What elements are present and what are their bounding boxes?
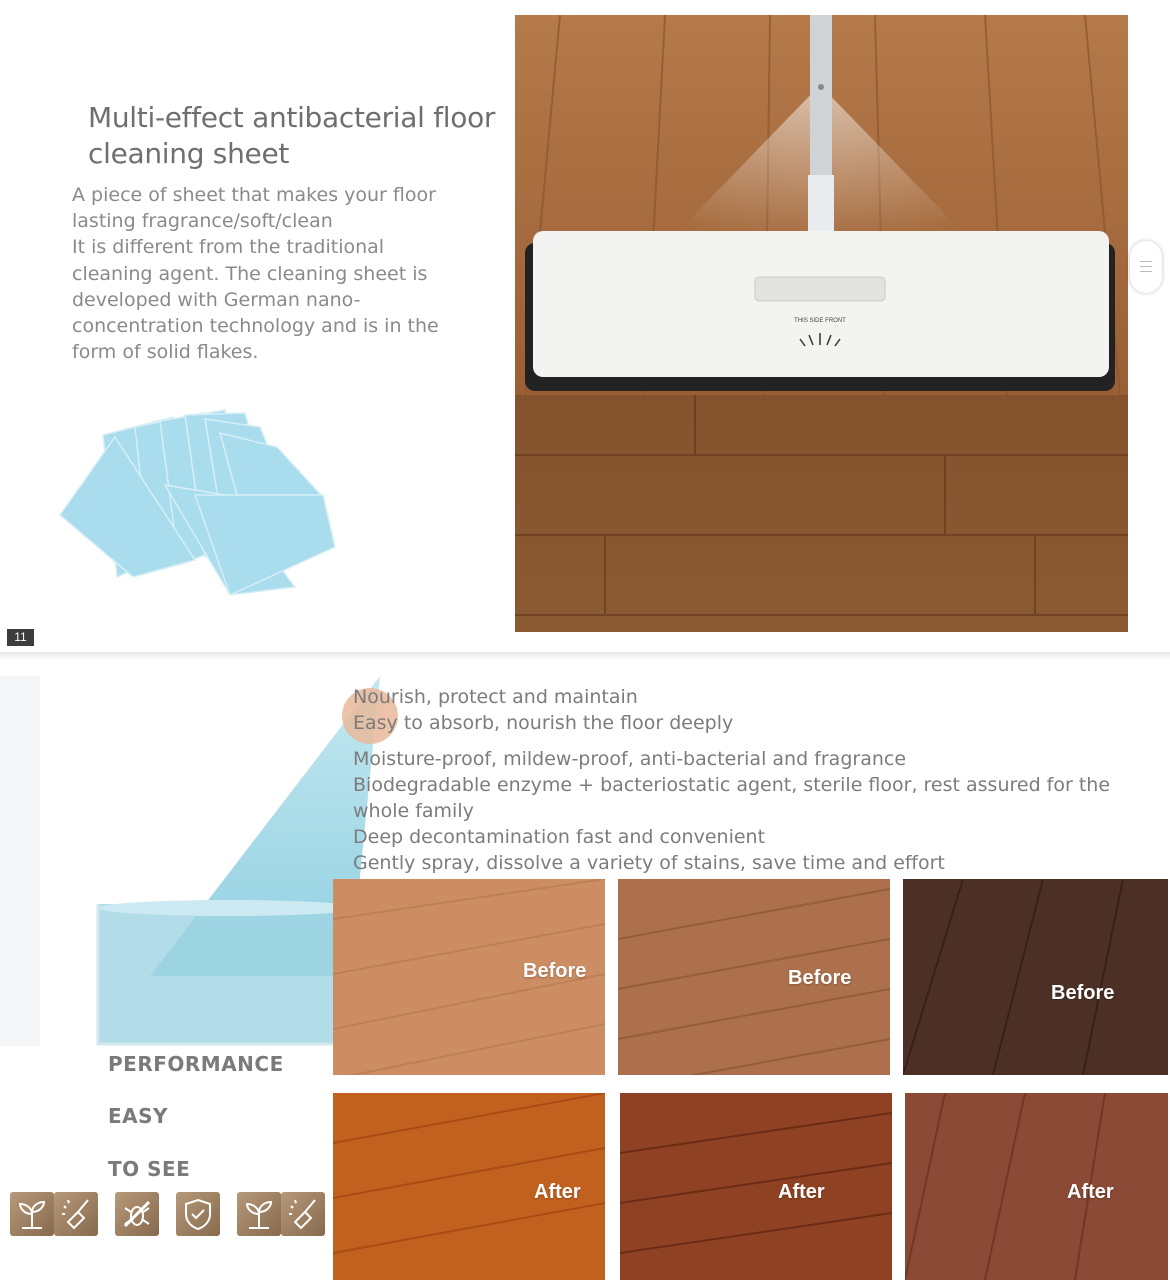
benefit-item: Gently spray, dissolve a variety of stains, save time and effort <box>353 852 945 874</box>
benefit-item: Deep decontamination fast and convenient <box>353 826 766 848</box>
benefit-item: Moisture-proof, mildew-proof, anti-bacterial and fragrance <box>353 748 907 770</box>
intro-line: A piece of sheet that makes your floor <box>72 184 436 206</box>
side-scroll-handle[interactable] <box>1130 241 1162 293</box>
before-label: Before <box>1051 982 1115 1004</box>
before-label: Before <box>788 967 852 989</box>
page-divider <box>0 652 1170 660</box>
no-bug-icon <box>115 1192 159 1236</box>
intro-line: form of solid flakes. <box>72 341 259 364</box>
before-floor-photo-2 <box>618 879 890 1075</box>
intro-line: concentration technology and is in the <box>72 315 439 338</box>
after-floor-photo-2 <box>620 1093 892 1280</box>
after-label: After <box>778 1181 825 1203</box>
tagline-performance: PERFORMANCE <box>108 1052 284 1076</box>
cleaning-brush-icon <box>281 1192 325 1236</box>
cleaning-brush-icon <box>54 1192 98 1236</box>
tagline-easy: EASY <box>108 1104 169 1128</box>
after-label: After <box>1067 1181 1114 1203</box>
title-line-2: cleaning sheet <box>88 137 290 170</box>
page-title <box>88 100 508 172</box>
before-floor-photo-3 <box>903 879 1168 1075</box>
before-floor-photo-1 <box>333 879 605 1075</box>
benefit-item: Easy to absorb, nourish the floor deeply <box>353 712 734 734</box>
benefits-list <box>353 684 1165 876</box>
sprout-icon <box>10 1192 54 1236</box>
page-number: 11 <box>7 629 34 646</box>
intro-line: It is different from the traditional <box>72 236 385 259</box>
before-label: Before <box>523 960 587 982</box>
intro-paragraph <box>72 182 462 365</box>
mop-printed-text: THIS SIDE FRONT <box>794 318 846 324</box>
tagline-to-see: TO SEE <box>108 1157 191 1181</box>
benefit-item: Biodegradable enzyme + bacteriostatic agent, sterile floor, rest assured for the whole family <box>353 774 1111 822</box>
intro-line: developed with German nano- <box>72 288 361 311</box>
mop-product-photo <box>515 15 1128 632</box>
after-label: After <box>534 1181 581 1203</box>
cleaning-sheets-image <box>55 405 345 605</box>
benefit-item: Nourish, protect and maintain <box>353 686 638 708</box>
menu-lines-icon <box>1140 261 1152 276</box>
sprout-icon <box>237 1192 281 1236</box>
title-line-1: Multi-effect antibacterial floor <box>88 101 496 134</box>
after-floor-photo-3 <box>905 1093 1168 1280</box>
intro-line: lasting fragrance/soft/clean <box>72 210 333 233</box>
intro-line: cleaning agent. The cleaning sheet is <box>72 262 428 285</box>
shield-check-icon <box>176 1192 220 1236</box>
after-floor-photo-1 <box>333 1093 605 1280</box>
